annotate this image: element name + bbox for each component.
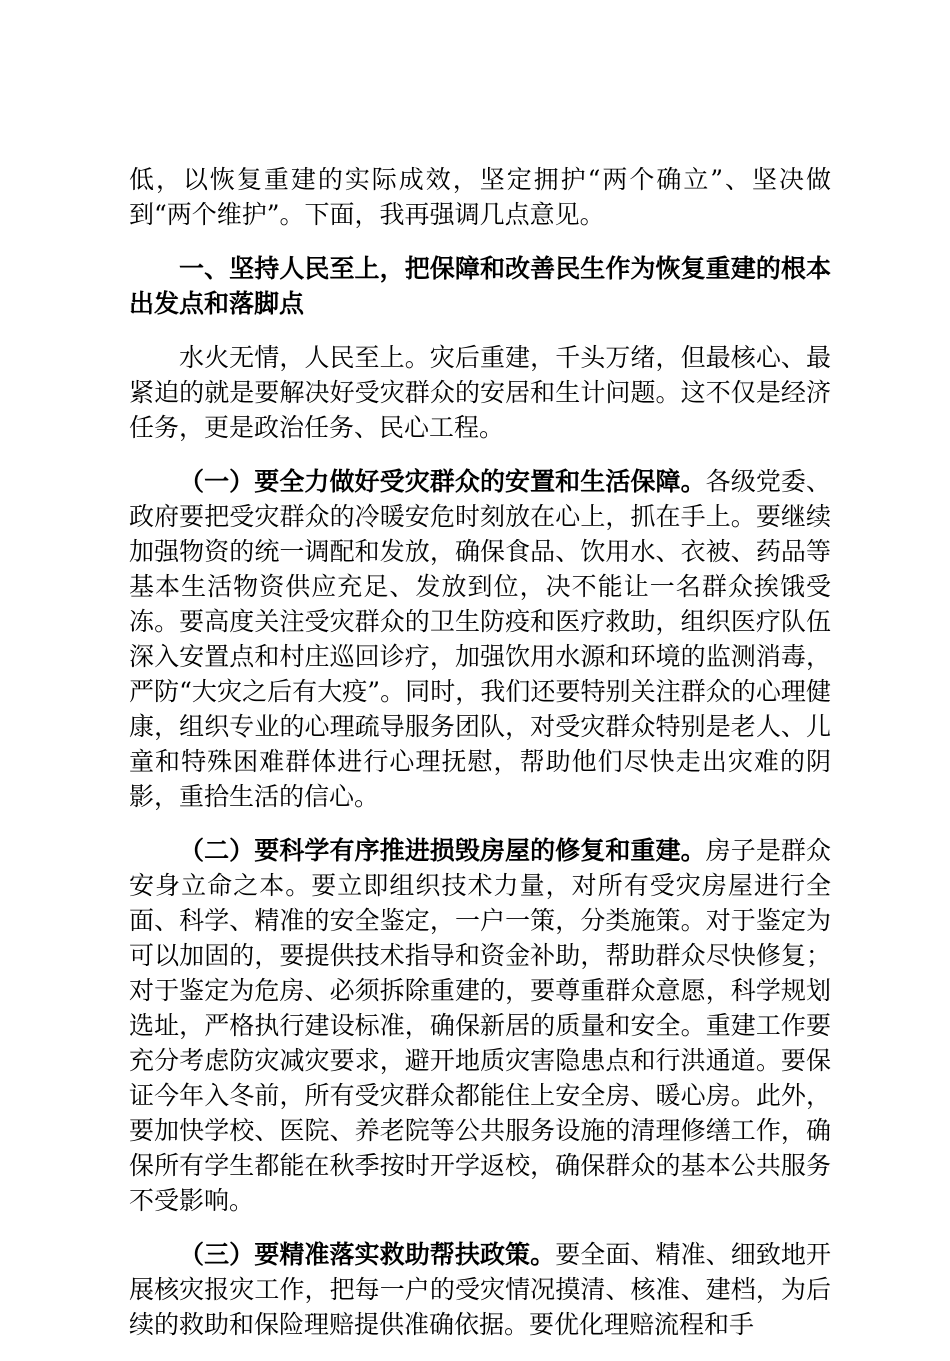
item-paragraph-3: [129, 1237, 831, 1342]
item-body-2: 房子是群众安身立命之本。要立即组织技术力量，对所有受灾房屋进行全面、科学、精准的安全鉴定，一户一策，分类施策。对于鉴定为可以加固的，要提供技术指导和资金补助，帮助群众尽快修复；对于鉴定为危房、必须拆除重建的，要尊重群众意愿，科学规划选址，严格执行建设标准，确保新居的质量和安全。重建工作要充分考虑防灾减灾要求，避开地质灾害隐患点和行洪通道。要保证今年入冬前，所有受灾群众都能住上安全房、暖心房。此外，要加快学校、医院、养老院等公共服务设施的清理修缮工作，确保所有学生都能在秋季按时开学返校，确保群众的基本公共服务不受影响。: [129, 836, 831, 1215]
continuation-paragraph: [129, 162, 831, 232]
section-heading: [129, 251, 831, 321]
item-lead-3: （三）要精准落实救助帮扶政策。: [179, 1240, 556, 1269]
document-page: [129, 162, 831, 1361]
item-lead-2: （二）要科学有序推进损毁房屋的修复和重建。: [179, 836, 706, 865]
section-intro-text: 水火无情，人民至上。灾后重建，千头万绪，但最核心、最紧迫的就是要解决好受灾群众的安居和生计问题。这不仅是经济任务，更是政治任务、民心工程。: [129, 343, 831, 442]
section-heading-text: 一、坚持人民至上，把保障和改善民生作为恢复重建的根本出发点和落脚点: [129, 254, 831, 318]
item-body-3: 要全面、精准、细致地开展核灾报灾工作，把每一户的受灾情况摸清、核准、建档，为后续的救助和保险理赔提供准确依据。要优化理赔流程和手: [129, 1240, 831, 1339]
item-paragraph-1: [129, 464, 831, 814]
item-lead-1: （一）要全力做好受灾群众的安置和生活保障。: [179, 467, 706, 496]
section-intro-paragraph: [129, 340, 831, 445]
item-paragraph-2: [129, 833, 831, 1218]
continuation-text: 低，以恢复重建的实际成效，坚定拥护“两个确立”、坚决做到“两个维护”。下面，我再强调几点意见。: [129, 165, 831, 229]
item-body-1: 各级党委、政府要把受灾群众的冷暖安危时刻放在心上，抓在手上。要继续加强物资的统一调配和发放，确保食品、饮用水、衣被、药品等基本生活物资供应充足、发放到位，决不能让一名群众挨饿受冻。要高度关注受灾群众的卫生防疫和医疗救助，组织医疗队伍深入安置点和村庄巡回诊疗，加强饮用水源和环境的监测消毒，严防“大灾之后有大疫”。同时，我们还要特别关注群众的心理健康，组织专业的心理疏导服务团队，对受灾群众特别是老人、儿童和特殊困难群体进行心理抚慰，帮助他们尽快走出灾难的阴影，重拾生活的信心。: [129, 467, 831, 811]
